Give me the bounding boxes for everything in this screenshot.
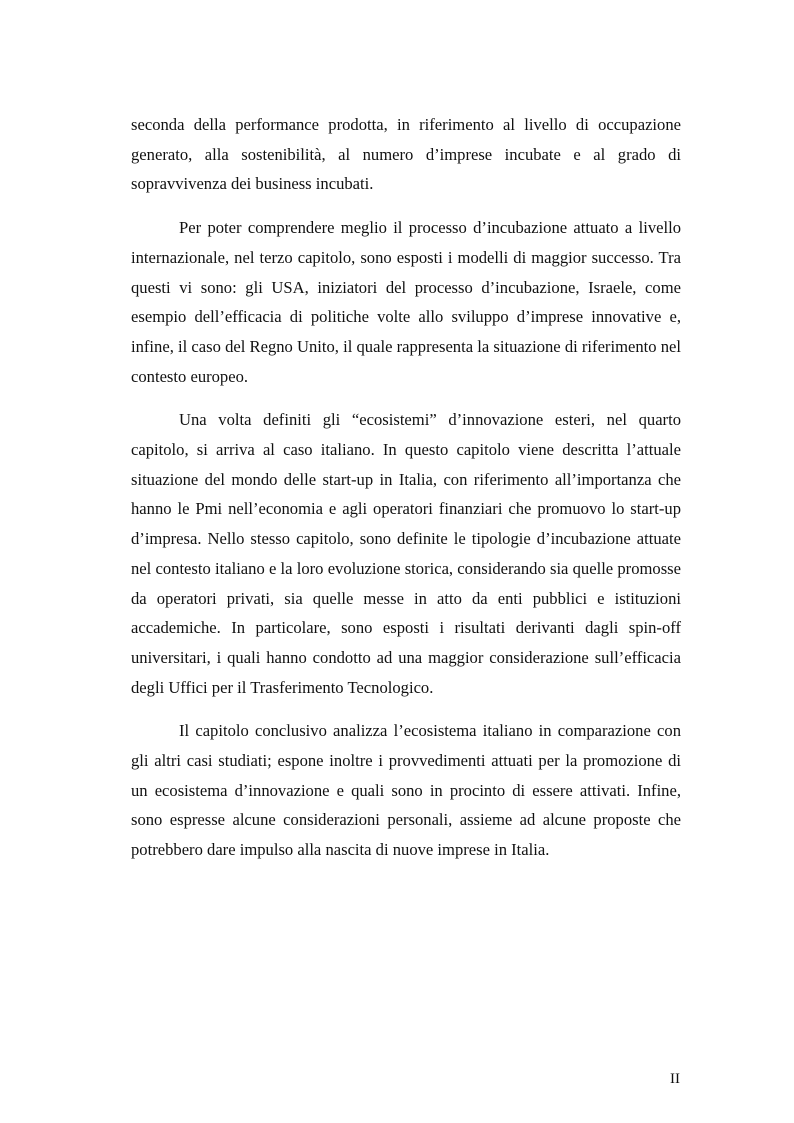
page-number: II <box>670 1071 680 1087</box>
page-body <box>131 110 681 879</box>
paragraph-3: Una volta definiti gli “ecosistemi” d’innovazione esteri, nel quarto capitolo, si arriva al caso italiano. In questo capitolo viene descritta l’attuale situazione del mondo delle start-up in Italia, con riferimento all’importanza che hanno le Pmi nell’economia e agli operatori finanziari che promuovo lo start-up d’impresa. Nello stesso capitolo, sono definite le tipologie d’incubazione attuate nel contesto italiano e la loro evoluzione storica, considerando sia quelle promosse da operatori privati, sia quelle messe in atto da enti pubblici e istituzioni accademiche. In particolare, sono esposti i risultati derivanti dagli spin-off universitari, i quali hanno condotto ad una maggior considerazione sull’efficacia degli Uffici per il Trasferimento Tecnologico. <box>131 410 681 697</box>
paragraph-4: Il capitolo conclusivo analizza l’ecosistema italiano in comparazione con gli altri casi studiati; espone inoltre i provvedimenti attuati per la promozione di un ecosistema d’innovazione e quali sono in procinto di essere attivati. Infine, sono espresse alcune considerazioni personali, assieme ad alcune proposte che potrebbero dare impulso alla nascita di nuove imprese in Italia. <box>131 721 681 860</box>
paragraph-1: seconda della performance prodotta, in riferimento al livello di occupazione generato, alla sostenibilità, al numero d’imprese incubate e al grado di sopravvivenza dei business incubati. <box>131 115 681 194</box>
paragraph-2: Per poter comprendere meglio il processo d’incubazione attuato a livello internazionale, nel terzo capitolo, sono esposti i modelli di maggior successo. Tra questi vi sono: gli USA, iniziatori del processo d’incubazione, Israele, come esempio dell’efficacia di politiche volte allo sviluppo d’imprese innovative e, infine, il caso del Regno Unito, il quale rappresenta la situazione di riferimento nel contesto europeo. <box>131 218 681 386</box>
